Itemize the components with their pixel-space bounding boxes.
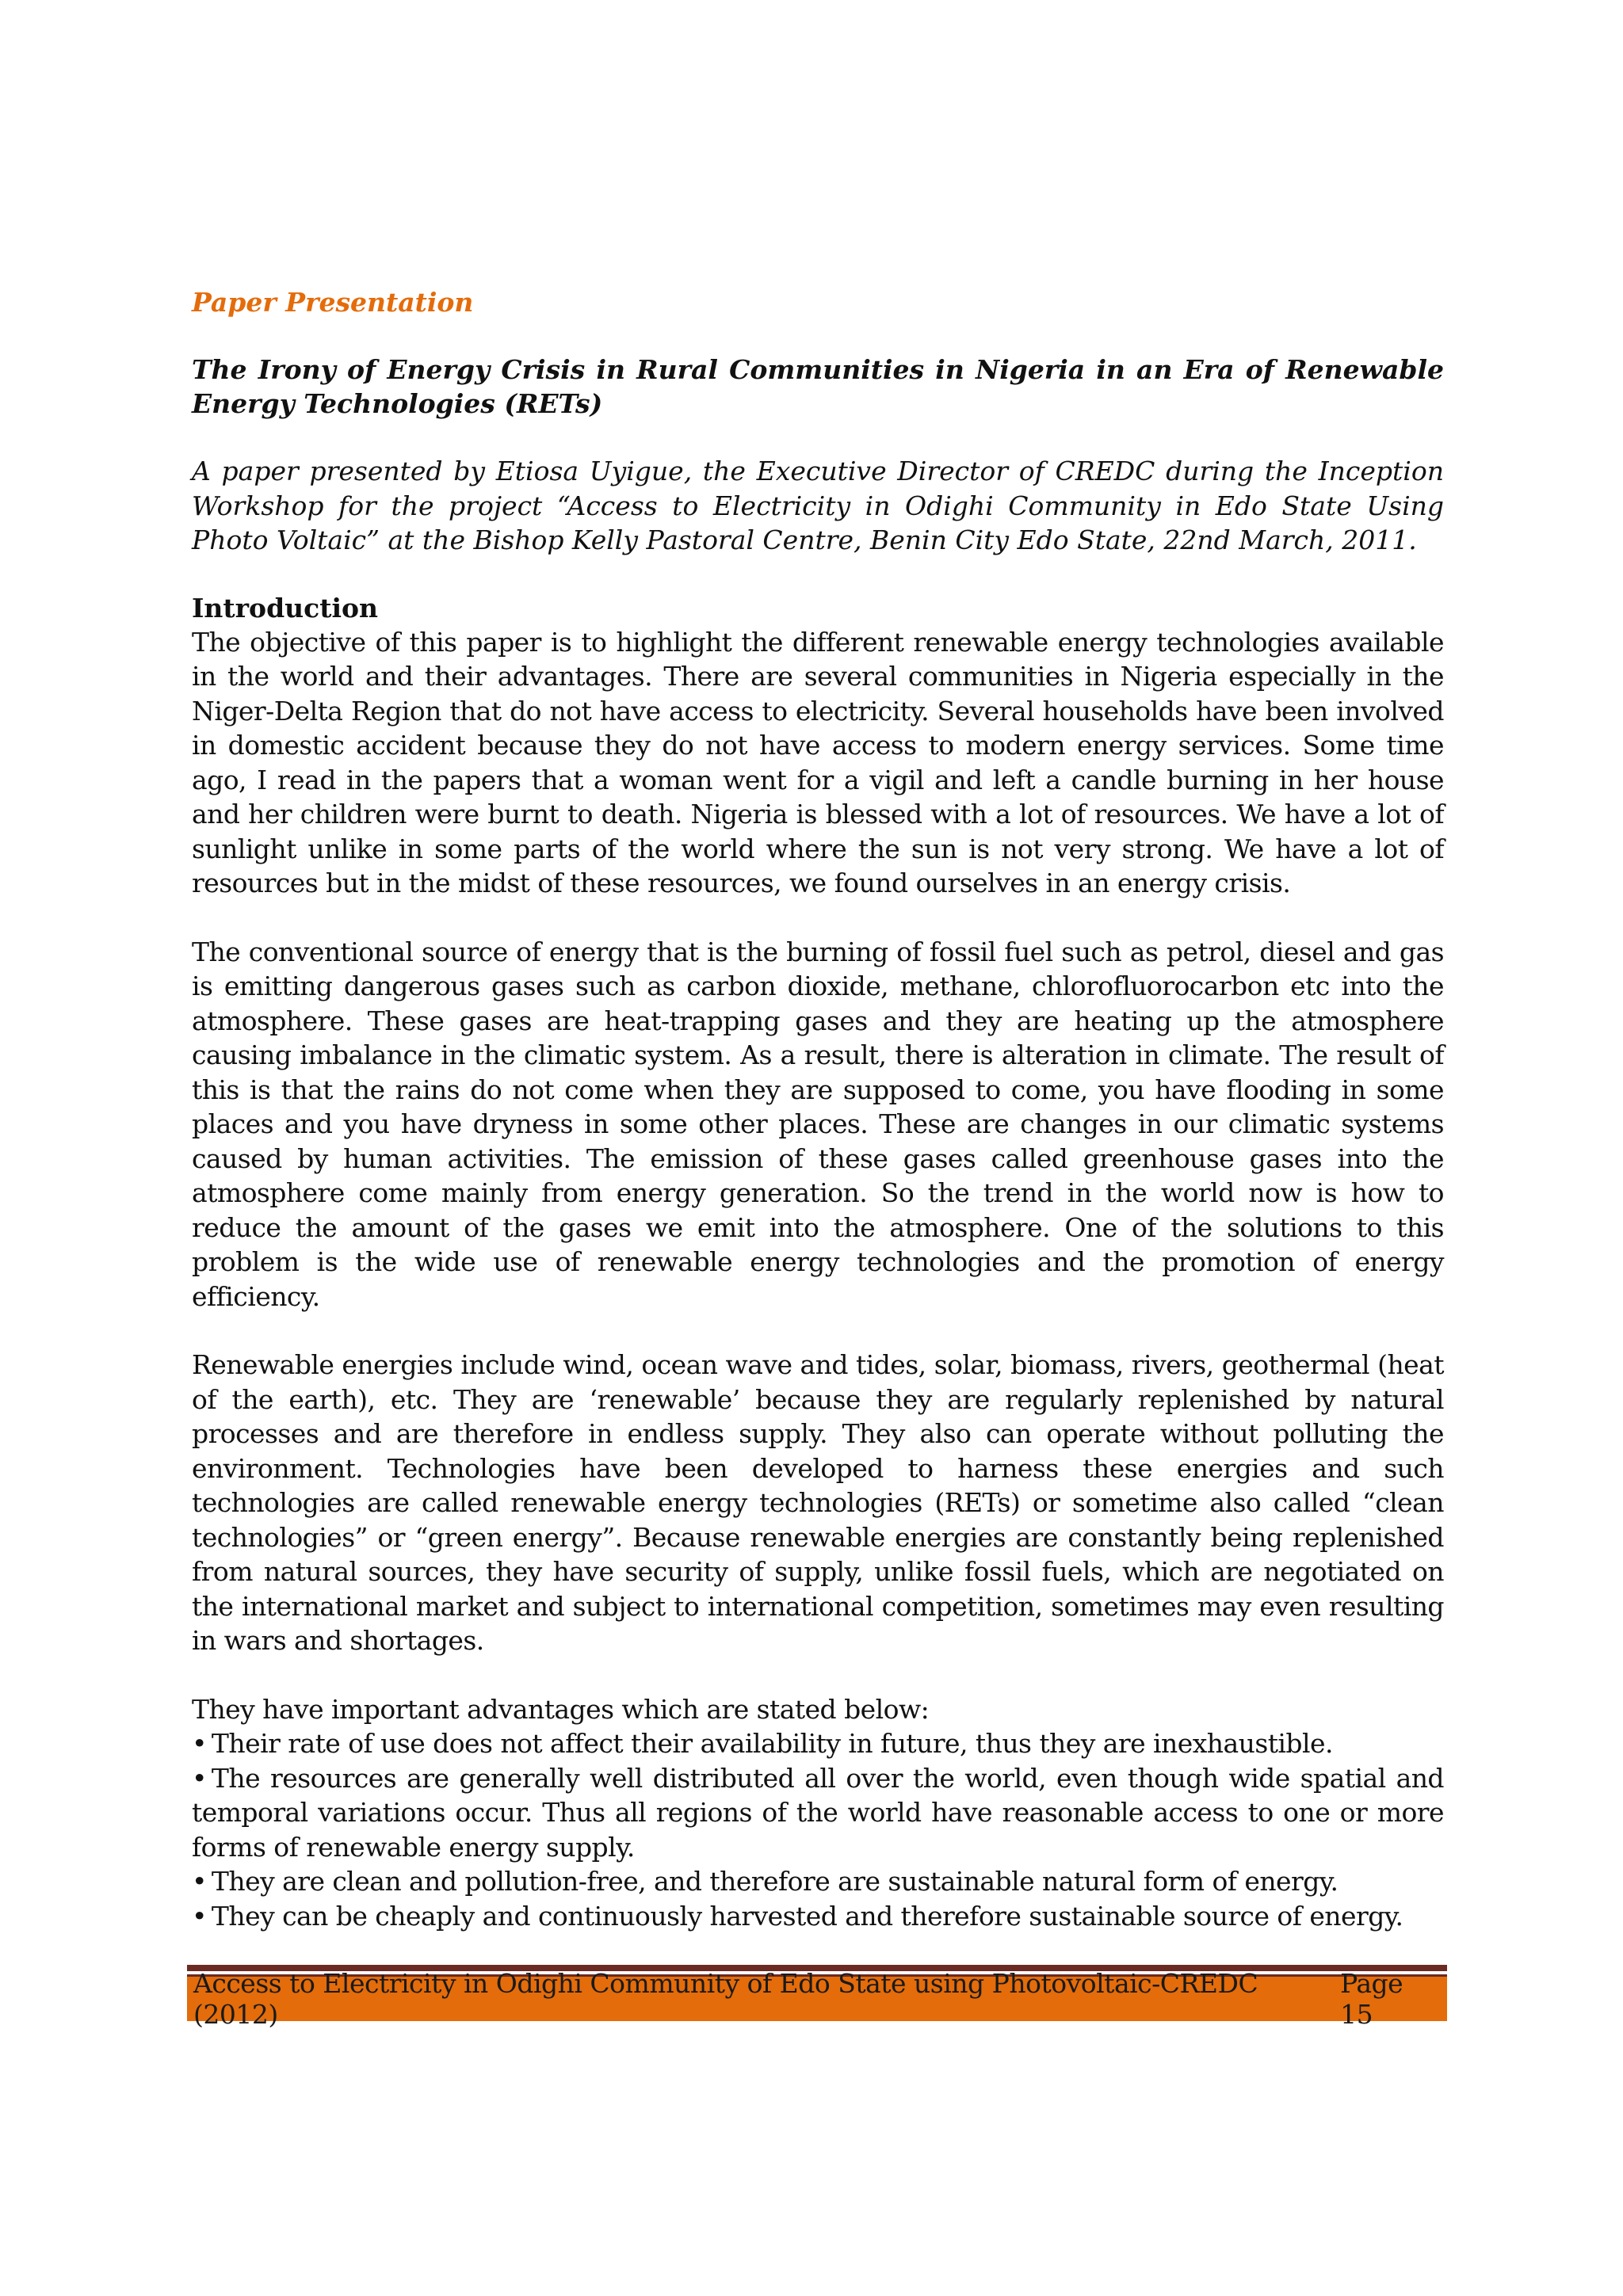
intro-paragraph-1: The objective of this paper is to highlight the different renewable energy technologies available in the world and their advantages. There are several communities in Nigeria especially in the Niger-Delta Region that do not have access to electricity. Several households have been involved in domestic accident because they do not have access to modern energy services. Some time ago, I read in the papers that a woman went for a vigil and left a candle burning in her house and her children were burnt to death. Nigeria is blessed with a lot of resources. We have a lot of sunlight unlike in some parts of the world where the sun is not very strong. We have a lot of resources but in the midst of these resources, we found ourselves in an energy crisis. [192, 626, 1444, 898]
document-page [192, 285, 1444, 1933]
footer-bar [187, 1968, 1447, 2030]
list-item [192, 1726, 1444, 1761]
list-item [192, 1864, 1444, 1899]
footer-title: Access to Electricity in Odighi Community of Edo State using Photovoltaic-CREDC (2012) [193, 1968, 1258, 2030]
section-label: Paper Presentation [192, 287, 474, 318]
advantages-list [192, 1726, 1444, 1933]
introduction-heading: Introduction [192, 592, 379, 624]
intro-paragraph-3: Renewable energies include wind, ocean wave and tides, solar, biomass, rivers, geothermal (heat of the earth), etc. They are ‘renewable’ because they are regularly replenished by natural processes and are therefore in endless supply. They also can operate without polluting the environment. Technologies have been developed to harness these energies and such technologies are called renewable energy technologies (RETs) or sometime also called “clean technologies” or “green energy”. Because renewable energies are constantly being replenished from natural sources, they have security of supply, unlike fossil fuels, which are negotiated on the international market and subject to international competition, sometimes may even resulting in wars and shortages. [192, 1349, 1444, 1656]
advantages-intro: They have important advantages which are stated below: [192, 1693, 930, 1725]
bullet-icon: • [192, 1900, 207, 1932]
list-item-text: They can be cheaply and continuously harvested and therefore sustainable source of energy. [211, 1900, 1403, 1932]
list-item [192, 1761, 1444, 1865]
bullet-icon: • [192, 1866, 207, 1897]
page-number: Page 15 [1340, 1968, 1403, 2030]
paper-title: The Irony of Energy Crisis in Rural Communities in Nigeria in an Era of Renewable Energy Technologies (RETs) [192, 354, 1444, 419]
bullet-icon: • [192, 1728, 207, 1759]
page-footer [187, 1965, 1447, 2030]
list-item-text: They are clean and pollution-free, and therefore are sustainable natural form of energy. [211, 1866, 1338, 1897]
intro-paragraph-2: The conventional source of energy that is the burning of fossil fuel such as petrol, diesel and gas is emitting dangerous gases such as carbon dioxide, methane, chlorofluorocarbon etc into the atmosphere. These gases are heat-trapping gases and they are heating up the atmosphere causing imbalance in the climatic system. As a result, there is alteration in climate. The result of this is that the rains do not come when they are supposed to come, you have flooding in some places and you have dryness in some other places. These are changes in our climatic systems caused by human activities. The emission of these gases called greenhouse gases into the atmosphere come mainly from energy generation. So the trend in the world now is how to reduce the amount of the gases we emit into the atmosphere. One of the solutions to this problem is the wide use of renewable energy technologies and the promotion of energy efficiency. [192, 936, 1444, 1312]
paper-byline: A paper presented by Etiosa Uyigue, the Executive Director of CREDC during the Inception Workshop for the project “Access to Electricity in Odighi Community in Edo State Using Photo Voltaic” at the Bishop Kelly Pastoral Centre, Benin City Edo State, 22nd March, 2011. [192, 456, 1444, 555]
list-item [192, 1899, 1444, 1934]
bullet-icon: • [192, 1762, 207, 1794]
list-item-text: The resources are generally well distributed all over the world, even though wide spatial and temporal variations occur. Thus all regions of the world have reasonable access to one or more forms of renewable energy supply. [192, 1762, 1444, 1863]
list-item-text: Their rate of use does not affect their availability in future, thus they are inexhaustible. [211, 1728, 1333, 1759]
